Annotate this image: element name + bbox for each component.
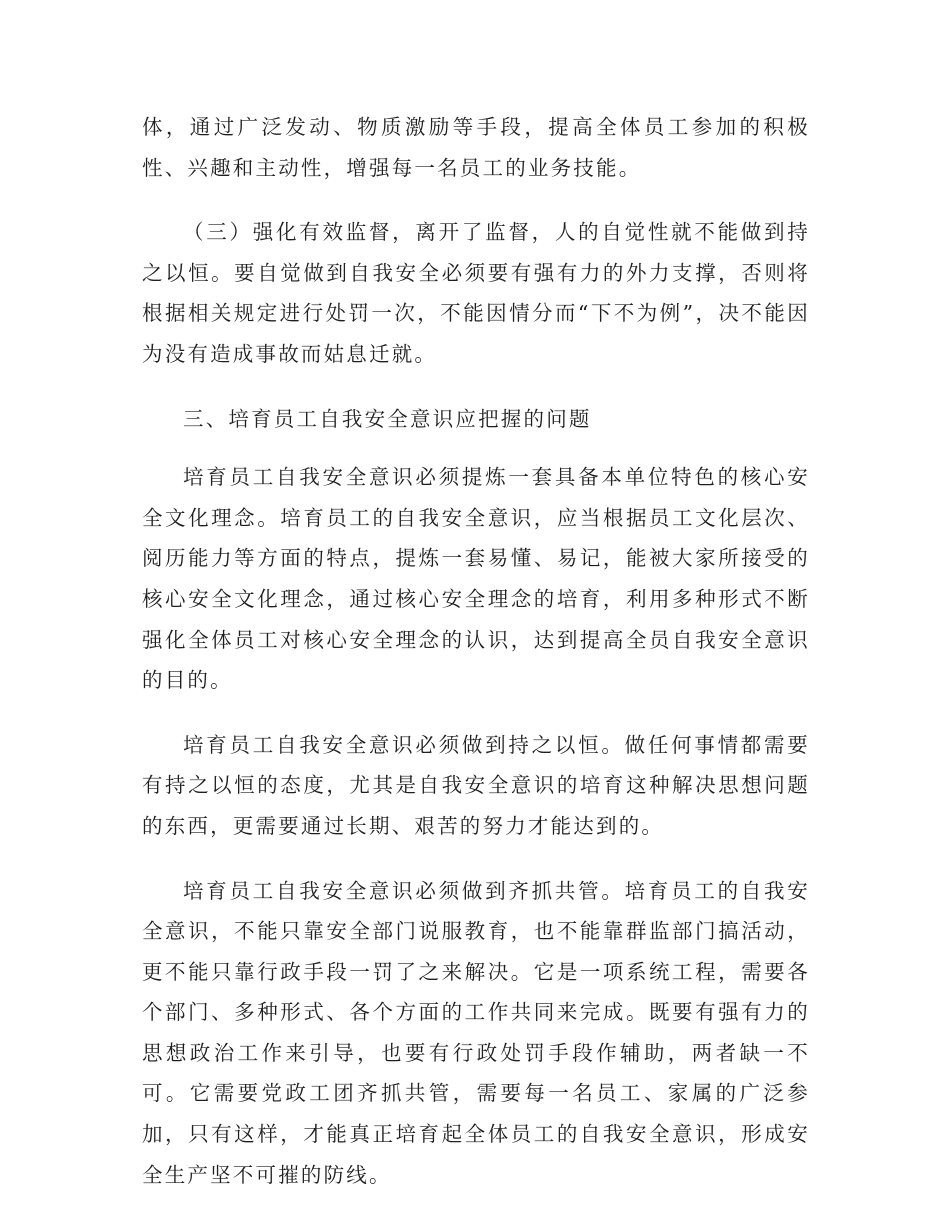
document-body	[142, 107, 810, 1219]
paragraph-continuation: 体，通过广泛发动、物质激励等手段，提高全体员工参加的积极性、兴趣和主动性，增强每一名员工的业务技能。	[142, 115, 810, 180]
paragraph-perseverance: 培育员工自我安全意识必须做到持之以恒。做任何事情都需要有持之以恒的态度，尤其是自我安全意识的培育这种解决思想问题的东西，更需要通过长期、艰苦的努力才能达到的。	[142, 732, 810, 838]
paragraph-supervision: （三）强化有效监督，离开了监督，人的自觉性就不能做到持之以恒。要自觉做到自我安全必须要有强有力的外力支撑，否则将根据相关规定进行处罚一次，不能因情分而“下不为例”，决不能因为没有造成事故而姑息迁就。	[142, 220, 810, 366]
paragraph-joint-management: 培育员工自我安全意识必须做到齐抓共管。培育员工的自我安全意识，不能只靠安全部门说服教育，也不能靠群监部门搞活动，更不能只靠行政手段一罚了之来解决。它是一项系统工程，需要各个部门、多种形式、各个方面的工作共同来完成。既要有强有力的思想政治工作来引导，也要有行政处罚手段作辅助，两者缺一不可。它需要党政工团齐抓共管，需要每一名员工、家属的广泛参加，只有这样，才能真正培育起全体员工的自我安全意识，形成安全生产坚不可摧的防线。	[142, 878, 810, 1187]
paragraph-core-concept: 培育员工自我安全意识必须提炼一套具备本单位特色的核心安全文化理念。培育员工的自我安全意识，应当根据员工文化层次、阅历能力等方面的特点，提炼一套易懂、易记，能被大家所接受的核心安全文化理念，通过核心安全理念的培育，利用多种形式不断强化全体员工对核心安全理念的认识，达到提高全员自我安全意识的目的。	[142, 465, 810, 693]
section-heading: 三、培育员工自我安全意识应把握的问题	[183, 406, 592, 431]
